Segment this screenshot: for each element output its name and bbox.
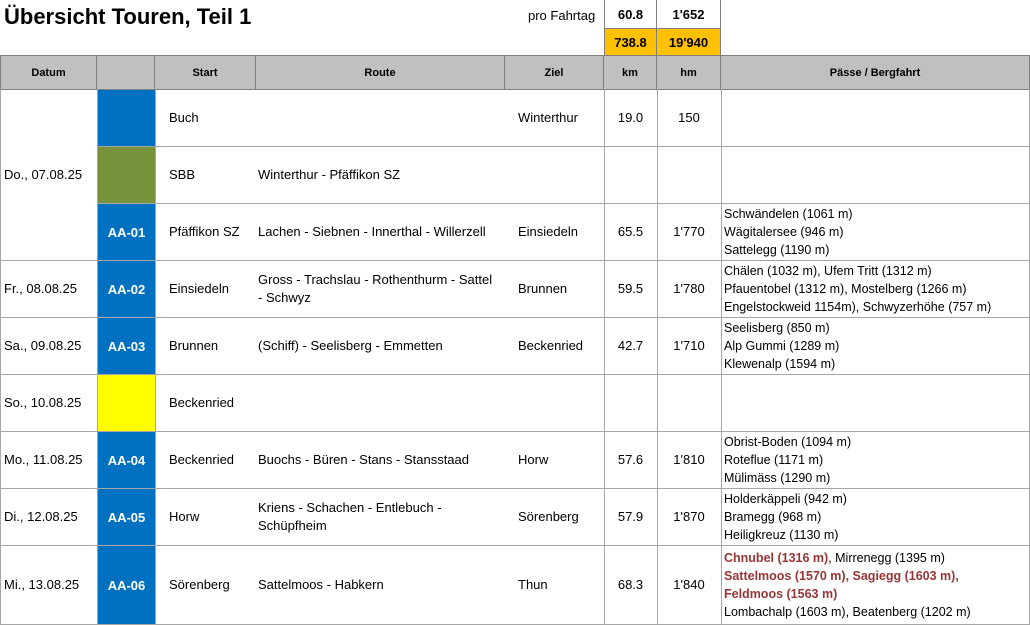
date-cell: Di., 12.08.25 [4, 509, 78, 524]
start-cell: Beckenried [169, 395, 235, 410]
date-cell: Mo., 11.08.25 [4, 452, 83, 467]
hm-cell: 1'710 [673, 338, 705, 353]
route-cell: Kriens - Schachen - Entlebuch - Schüpfheim [258, 499, 442, 533]
pass-line: Engelstockweid 1154m), Schwyzerhöhe (757 m) [724, 299, 992, 314]
hm-cell: 1'770 [673, 224, 705, 239]
pass-line: Roteflue (1171 m) [724, 452, 824, 467]
tour-badge: AA-04 [98, 432, 155, 488]
route-cell: (Schiff) - Seelisberg - Emmetten [258, 338, 443, 353]
ziel-cell: Thun [518, 577, 548, 592]
start-cell: Beckenried [169, 452, 235, 467]
passes-cell [721, 260, 1029, 317]
ziel-cell: Winterthur [518, 110, 578, 125]
pass-line [724, 549, 1029, 567]
pass-highlight: Feldmoos (1563 m) [724, 586, 838, 601]
tour-badge [98, 147, 155, 203]
route-cell: Winterthur - Pfäffikon SZ [258, 167, 401, 182]
tour-badge: AA-06 [98, 546, 155, 624]
date-cell: Do., 07.08.25 [4, 167, 83, 182]
passes-cell [721, 203, 1029, 260]
tour-badge [98, 375, 155, 431]
col-header-km: km [604, 56, 657, 89]
col-header-paesse: Pässe / Bergfahrt [721, 56, 1030, 89]
ziel-cell: Brunnen [518, 281, 568, 296]
km-cell: 42.7 [617, 338, 644, 353]
ziel-cell: Einsiedeln [518, 224, 578, 239]
ziel-cell: Sörenberg [518, 509, 579, 524]
tour-badge: AA-03 [98, 318, 155, 374]
pass-line: Sattelegg (1190 m) [724, 242, 830, 257]
pass-line: Chälen (1032 m), Ufem Tritt (1312 m) [724, 263, 932, 278]
hm-cell: 1'840 [673, 577, 705, 592]
pass-text: , Mirrenegg (1395 m) [828, 550, 945, 565]
route-cell: Gross - Trachslau - Rothenthurm - Sattel - Schwyz [258, 271, 493, 305]
tour-badge [98, 90, 155, 146]
route-cell: Buochs - Büren - Stans - Stansstaad [258, 452, 469, 467]
date-cell: So., 10.08.25 [4, 395, 82, 410]
km-per-day: 60.8 [604, 0, 657, 28]
pass-line: Wägitalersee (946 m) [724, 224, 844, 239]
date-cell: Mi., 13.08.25 [4, 577, 80, 592]
start-cell: Horw [169, 509, 200, 524]
page-title: Übersicht Touren, Teil 1 [4, 4, 252, 29]
col-header-ziel: Ziel [505, 56, 604, 89]
start-cell: Einsiedeln [169, 281, 229, 296]
date-cell: Sa., 09.08.25 [4, 338, 82, 353]
start-cell: Pfäffikon SZ [169, 224, 240, 239]
hm-total: 19'940 [657, 28, 721, 56]
hm-cell: 1'810 [673, 452, 705, 467]
pass-line: Schwändelen (1061 m) [724, 206, 853, 221]
pass-line: Obrist-Boden (1094 m) [724, 434, 852, 449]
passes-cell [721, 545, 1029, 624]
pass-highlight: Chnubel (1316 m) [724, 550, 829, 565]
pass-line: Mülimäss (1290 m) [724, 470, 831, 485]
pass-line: Alp Gummi (1289 m) [724, 338, 840, 353]
km-cell: 57.9 [617, 509, 644, 524]
ziel-cell: Horw [518, 452, 549, 467]
pass-line: Heiligkreuz (1130 m) [724, 527, 839, 542]
km-cell: 68.3 [617, 577, 644, 592]
passes-cell [721, 488, 1029, 545]
tour-badge: AA-01 [98, 204, 155, 260]
hm-per-day: 1'652 [657, 0, 721, 28]
pass-line: Bramegg (968 m) [724, 509, 822, 524]
tour-badge: AA-02 [98, 261, 155, 317]
hm-cell: 1'870 [673, 509, 705, 524]
km-cell: 57.6 [617, 452, 644, 467]
start-cell: Brunnen [169, 338, 219, 353]
per-day-label: pro Fahrtag [528, 7, 596, 23]
pass-line: Lombachalp (1603 m), Beatenberg (1202 m) [724, 604, 971, 619]
col-header-route: Route [256, 56, 505, 89]
pass-line: Holderkäppeli (942 m) [724, 491, 847, 506]
passes-cell [721, 431, 1029, 488]
route-cell: Sattelmoos - Habkern [258, 577, 384, 592]
col-header-hm: hm [657, 56, 721, 89]
km-total: 738.8 [604, 28, 657, 56]
km-cell: 19.0 [617, 110, 644, 125]
hm-cell: 1'780 [673, 281, 705, 296]
passes-cell [721, 317, 1029, 374]
pass-highlight: Sattelmoos (1570 m), Sagiegg (1603 m), [724, 568, 959, 583]
col-header-tour [97, 56, 155, 89]
start-cell: Buch [169, 110, 199, 125]
hm-cell: 150 [678, 110, 700, 125]
col-header-start: Start [155, 56, 256, 89]
tour-badge: AA-05 [98, 489, 155, 545]
start-cell: Sörenberg [169, 577, 230, 592]
date-cell: Fr., 08.08.25 [4, 281, 77, 296]
pass-line: Pfauentobel (1312 m), Mostelberg (1266 m) [724, 281, 967, 296]
km-cell: 59.5 [617, 281, 644, 296]
ziel-cell: Beckenried [518, 338, 584, 353]
pass-line: Seelisberg (850 m) [724, 320, 830, 335]
route-cell: Lachen - Siebnen - Innerthal - Willerzell [258, 224, 486, 239]
start-cell: SBB [169, 167, 196, 182]
pass-line: Klewenalp (1594 m) [724, 356, 836, 371]
km-cell: 65.5 [617, 224, 644, 239]
col-header-datum: Datum [0, 56, 97, 89]
